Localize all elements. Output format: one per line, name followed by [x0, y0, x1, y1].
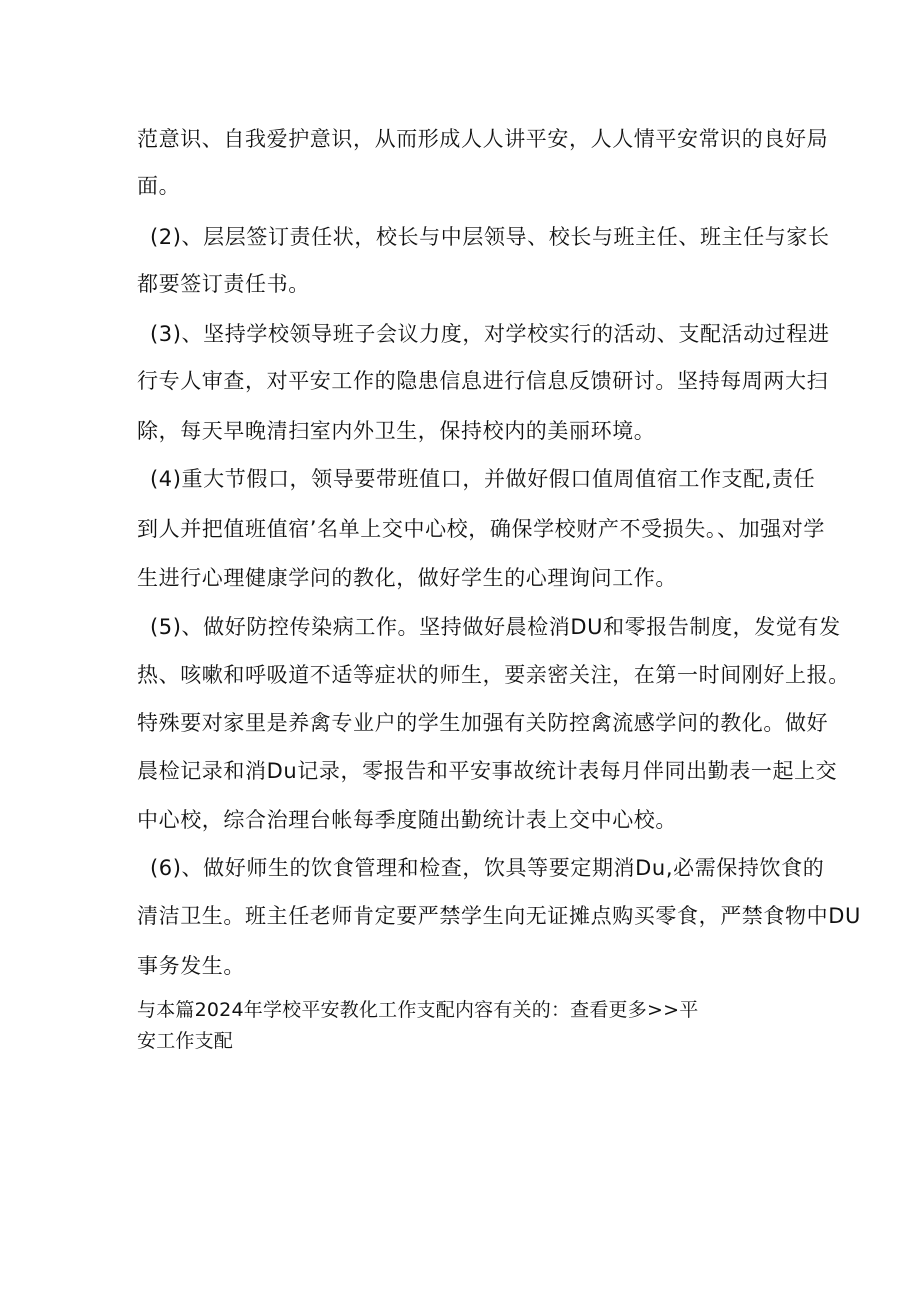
paragraph-2-line: 都要签订责任书。: [137, 272, 310, 296]
body-text-line: 面。: [137, 174, 181, 198]
related-content-link[interactable]: 与本篇2024年学校平安教化工作支配内容有关的：查看更多>>平: [137, 999, 699, 1021]
paragraph-6-line: 事务发生。: [137, 954, 245, 978]
paragraph-2-line: (2)、层层签订责任状，校长与中层领导、校长与班主任、班主任与家长: [150, 225, 830, 249]
paragraph-6-line: (6)、做好师生的饮食管理和检查，饮具等要定期消Du,必需保持饮食的: [150, 856, 825, 880]
paragraph-5-line: (5)、做好防控传染病工作。坚持做好晨检消DU和零报告制度，发觉有发: [150, 615, 841, 639]
paragraph-3-line: (3)、坚持学校领导班子会议力度，对学校实行的活动、支配活动过程进: [150, 322, 830, 346]
paragraph-3-line: 除，每天早晚清扫室内外卫生，保持校内的美丽环境。: [137, 419, 656, 443]
paragraph-5-line: 中心校，综合治理台帐每季度随出勤统计表上交中心校。: [137, 808, 677, 832]
paragraph-5-line: 晨检记录和消Du记录，零报告和平安事故统计表每月伴同出勤表一起上交: [137, 759, 838, 783]
paragraph-4-line: (4)重大节假口，领导要带班值口，并做好假口值周值宿工作支配,责任: [150, 467, 816, 491]
paragraph-5-line: 热、咳嗽和呼吸道不适等症状的师生，要亲密关注，在第一时间刚好上报。: [137, 663, 850, 687]
paragraph-3-line: 行专人审查，对平安工作的隐患信息进行信息反馈研讨。坚持每周两大扫: [137, 369, 829, 393]
paragraph-4-line: 到人并把值班值宿’名单上交中心校，确保学校财产不受损失。、加强对学: [137, 517, 825, 541]
related-content-link-continued[interactable]: 安工作支配: [137, 1030, 234, 1052]
paragraph-6-line: 清洁卫生。班主任老师肯定要严禁学生向无证摊点购买零食，严禁食物中DU: [137, 904, 861, 928]
paragraph-5-line: 特殊要对家里是养禽专业户的学生加强有关防控禽流感学问的教化。做好: [137, 711, 829, 735]
body-text-line: 范意识、自我爱护意识，从而形成人人讲平安，人人情平安常识的良好局: [137, 127, 829, 151]
paragraph-4-line: 生进行心理健康学问的教化，做好学生的心理询问工作。: [137, 566, 677, 590]
